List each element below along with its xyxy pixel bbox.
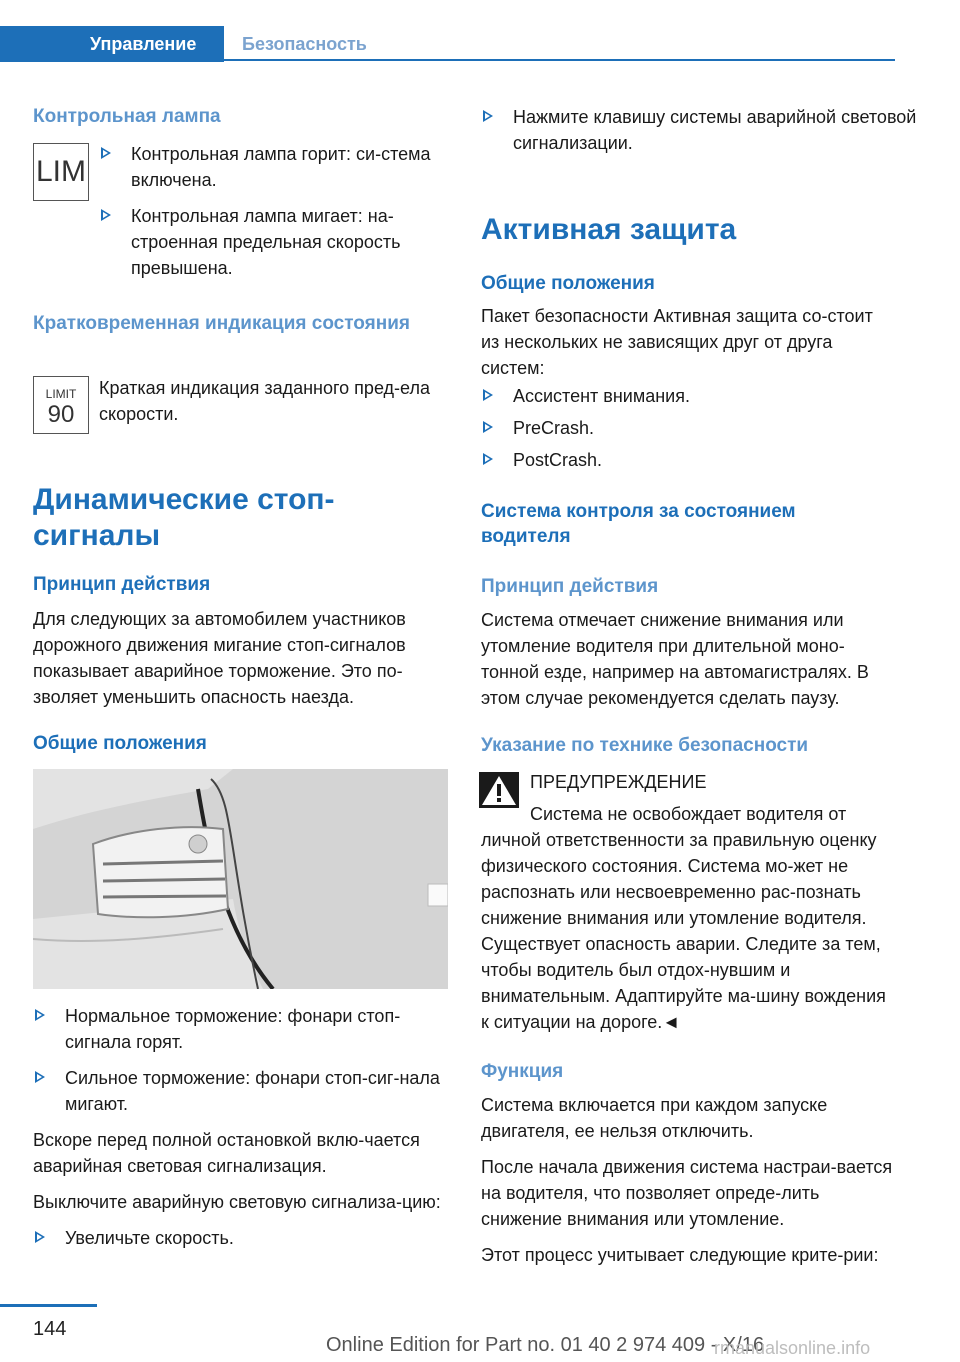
driver-monitor-title: Система контроля за состоянием водителя [481,501,796,547]
general-text-right: Пакет безопасности Активная защита со-стоит из нескольких не зависящих друг от друга систем: [481,306,873,378]
hazard-button-bullet: Нажмите клавишу системы аварийной световой сигнализации. [481,104,927,156]
speed-bullet: Увеличьте скорость. [33,1225,449,1251]
principle-text-right: Система отмечает снижение внимания или утомление водителя при длительной моно-тонной езде, например на автомагистралях. В этом случае рекомендуется сделать паузу. [481,610,869,708]
brake-bullet-1: Нормальное торможение: фонари стоп-сигнала горят. [33,1003,449,1055]
warning-text: Система не освобождает водителя от личной ответственности за правильную оценку физического состояния. Система мо-жет не распознать или несвоевременно рас-познать снижение внимания или утомление водителя. Существует опасность аварии. Следите за тем, чтобы водитель был отдох-нувшим и внимательным. Адаптируйте ма-шину вождения к ситуации на дороге.◄ [481,804,886,1032]
system-bullet-3: PostCrash. [481,447,895,473]
lamp-bullet-2: Контрольная лампа мигает: на-строенная предельная скорость превышена. [99,203,449,281]
limit-icon-label: LIMIT [45,387,77,401]
general-title-right: Общие положения [481,273,655,294]
dynamic-brake-title: Динамические стоп-сигналы [33,483,335,552]
tab-bezopasnost[interactable]: Безопасность [242,34,367,54]
page-number: 144 [33,1318,67,1340]
header-bar [0,0,960,62]
bullet-triangle-icon [101,147,111,159]
footer-divider [0,1304,97,1307]
lim-indicator-icon: LIM [33,143,89,201]
tail-light-photo [33,769,448,989]
brake-bullet-2: Сильное торможение: фонари стоп-сиг-нала мигают. [33,1065,449,1117]
header-divider [224,59,895,61]
principle-text-left: Для следующих за автомобилем участников дорожного движения мигание стоп-сигналов показывает аварийное торможение. Это по-зволяет уменьшить опасность наезда. [33,609,406,707]
lamp-bullet-1: Контрольная лампа горит: си-стема включена. [99,141,449,193]
bullet-triangle-icon [483,453,493,465]
system-bullet-1: Ассистент внимания. [481,383,895,409]
watermark-text: rmanualsonline.info [714,1338,871,1358]
system-bullet-2: PreCrash. [481,415,895,441]
function-title: Функция [481,1061,564,1082]
principle-title-right: Принцип действия [481,576,659,597]
hazard-text-1: Вскоре перед полной остановкой вклю-чается аварийная световая сигнализация. [33,1130,420,1176]
safety-note-title: Указание по технике безопасности [481,735,809,756]
limit-icon-number: 90 [47,401,75,428]
edition-text: Online Edition for Part no. 01 40 2 974 409 - X/16 [326,1334,765,1356]
tail-light-illustration [33,769,448,989]
hazard-text-2: Выключите аварийную световую сигнализа-цию: [33,1192,441,1212]
bullet-triangle-icon [35,1071,45,1083]
bullet-triangle-icon [35,1009,45,1021]
principle-title-left: Принцип действия [33,574,211,595]
lamp-title: Контрольная лампа [33,106,221,127]
function-text-2: После начала движения система настраи-вается на водителя, что позволяет опреде-лить снижение внимания или утомление. [481,1157,893,1229]
bullet-triangle-icon [483,389,493,401]
bullet-triangle-icon [483,421,493,433]
active-protection-title: Активная защита [481,213,737,246]
short-indication-title: Кратковременная индикация состояния [33,313,410,334]
function-text-3: Этот процесс учитывает следующие крите-рии: [481,1245,879,1265]
general-title-left: Общие положения [33,733,207,754]
bullet-triangle-icon [483,110,493,122]
short-indication-text: Краткая индикация заданного пред-ела скорости. [99,378,430,424]
bullet-triangle-icon [35,1231,45,1243]
bullet-triangle-icon [101,209,111,221]
warning-heading: ПРЕДУПРЕЖДЕНИЕ [530,772,707,792]
limit-90-icon [33,376,89,434]
function-text-1: Система включается при каждом запуске двигателя, ее нельзя отключить. [481,1095,828,1141]
tab-upravlenie[interactable]: Управление [0,26,224,62]
